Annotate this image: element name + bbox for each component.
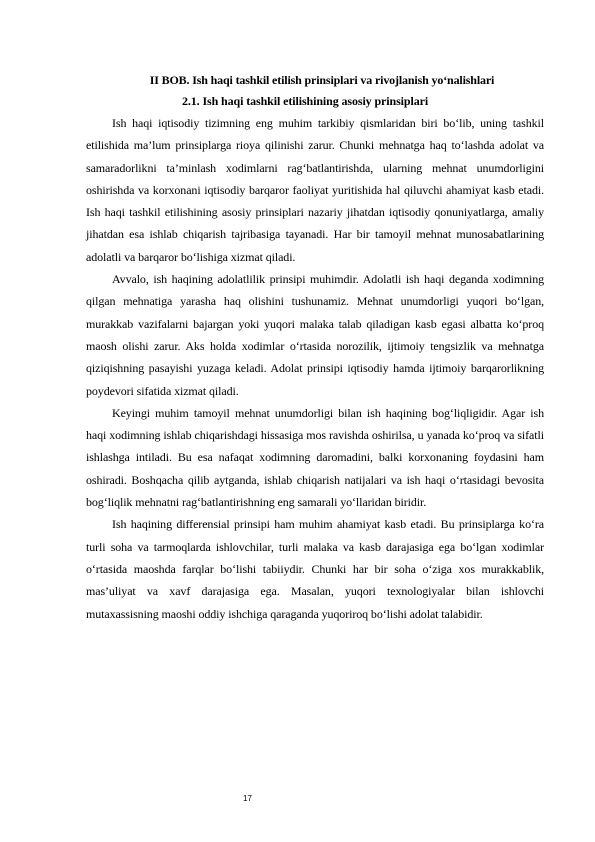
page-number: 17	[243, 794, 252, 803]
chapter-title: II BOB. Ish haqi tashkil etilish prinsiplari va rivojlanish yo‘nalishlari	[149, 73, 495, 87]
paragraph-2: Avvalo, ish haqining adolatlilik prinsipi muhimdir. Adolatli ish haqi deganda xodimning qilgan mehnatiga yarasha haq olishini tushunamiz. Mehnat unumdorligi yuqori bo‘lgan, murakkab vazifalarni bajargan yoki yuqori malaka talab qiladigan kasb egasi albatta ko‘proq maosh olishi zarur. Aks holda xodimlar o‘rtasida norozilik, ijtimoiy tengsizlik va mehnatga qiziqishning pasayishi yuzaga keladi. Adolat prinsipi iqtisodiy hamda ijtimoiy barqarorlikning poydevori sifatida xizmat qiladi.	[86, 272, 544, 398]
document-page	[86, 70, 544, 625]
paragraph-1: Ish haqi iqtisodiy tizimning eng muhim tarkibiy qismlaridan biri bo‘lib, uning tashkil etilishida ma’lum prinsiplarga rioya qilinishi zarur. Chunki mehnatga haq to‘lashda adolat va samaradorlikni ta’minlash xodimlarni rag‘batlantirishda, ularning mehnat unumdorligini oshirishda va korxonani iqtisodiy barqaror faoliyat yuritishida hal qiluvchi ahamiyat kasb etadi. Ish haqi tashkil etilishining asosiy prinsiplari nazariy jihatdan iqtisodiy qonuniyatlarga, amaliy jihatdan esa ishlab chiqarish tajribasiga tayanadi. Har bir tamoyil mehnat munosabatlarining adolatli va barqaror bo‘lishiga xizmat qiladi.	[86, 116, 544, 264]
paragraph-3: Keyingi muhim tamoyil mehnat unumdorligi bilan ish haqining bog‘liqligidir. Agar ish haqi xodimning ishlab chiqarishdagi hissasiga mos ravishda oshirilsa, u yanada ko‘proq va sifatli ishlashga intiladi. Bu esa nafaqat xodimning daromadini, balki korxonaning foydasini ham oshiradi. Boshqacha qilib aytganda, ishlab chiqarish natijalari va ish haqi o‘rtasidagi bevosita bog‘liqlik mehnatni rag‘batlantirishning eng samarali yo‘llaridan biridir.	[86, 405, 544, 510]
section-title: 2.1. Ish haqi tashkil etilishining asosiy prinsiplari	[181, 94, 429, 108]
paragraph-4: Ish haqining differensial prinsipi ham muhim ahamiyat kasb etadi. Bu prinsiplarga ko‘ra turli soha va tarmoqlarda ishlovchilar, turli malaka va kasb darajasiga ega bo‘lgan xodimlar o‘rtasida maoshda farqlar bo‘lishi tabiiydir. Chunki har bir soha o‘ziga xos murakkablik, mas’uliyat va xavf darajasiga ega. Masalan, yuqori texnologiyalar bilan ishlovchi mutaxassisning maoshi oddiy ishchiga qaraganda yuqoriroq bo‘lishi adolat talabidir.	[86, 517, 544, 621]
